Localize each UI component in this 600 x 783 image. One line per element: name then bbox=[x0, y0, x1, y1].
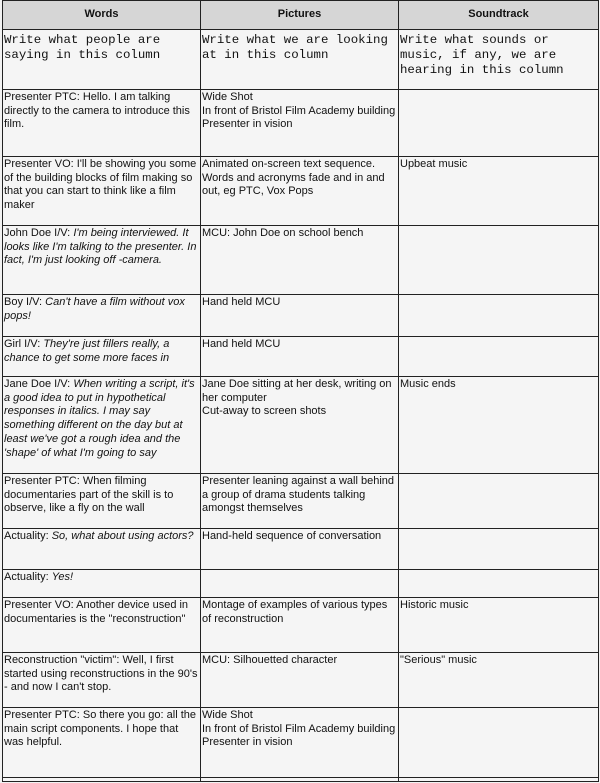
table-row bbox=[3, 157, 599, 226]
soundtrack-cell: Upbeat music bbox=[399, 157, 599, 226]
empty-cell bbox=[3, 778, 201, 782]
soundtrack-cell bbox=[399, 708, 599, 778]
table-row bbox=[3, 337, 599, 377]
table-row bbox=[3, 570, 599, 598]
pictures-cell: Hand-held sequence of conversation bbox=[201, 529, 399, 570]
speaker-text: Girl I/V: bbox=[4, 338, 44, 350]
header-soundtrack: Soundtrack bbox=[399, 1, 599, 30]
speaker-text: Actuality: bbox=[4, 530, 52, 542]
header-pictures: Pictures bbox=[201, 1, 399, 30]
pictures-cell bbox=[201, 570, 399, 598]
table-row bbox=[3, 529, 599, 570]
soundtrack-cell bbox=[399, 337, 599, 377]
words-cell bbox=[3, 708, 201, 778]
pictures-cell: Hand held MCU bbox=[201, 295, 399, 337]
pictures-cell: Wide Shot In front of Bristol Film Academy building Presenter in vision bbox=[201, 90, 399, 157]
speech-text: When writing a script, it's a good idea to put in hypothetical responses in italics. I may say something different on the day but at least we've got a rough idea and the 'shape' of what I'm going to say bbox=[4, 378, 195, 459]
table-row bbox=[3, 474, 599, 529]
table-row bbox=[3, 295, 599, 337]
soundtrack-cell bbox=[399, 474, 599, 529]
empty-cell bbox=[399, 778, 599, 782]
speech-text: I'm being interviewed. It looks like I'm talking to the presenter. In fact, I'm just looking off -camera. bbox=[4, 227, 197, 267]
soundtrack-cell bbox=[399, 90, 599, 157]
header-row bbox=[3, 1, 599, 30]
words-cell bbox=[3, 653, 201, 708]
script-table bbox=[2, 0, 599, 782]
pictures-cell: MCU: John Doe on school bench bbox=[201, 226, 399, 295]
speaker-text: John Doe I/V: bbox=[4, 227, 74, 239]
speaker-text: Actuality: bbox=[4, 571, 52, 583]
soundtrack-cell: Historic music bbox=[399, 598, 599, 653]
soundtrack-cell bbox=[399, 295, 599, 337]
instruction-words: Write what people are saying in this column bbox=[3, 30, 201, 90]
speech-text: They're just fillers really, a chance to get some more faces in bbox=[4, 338, 170, 364]
speaker-text: Presenter PTC: Hello. I am talking directly to the camera to introduce this film. bbox=[4, 91, 190, 131]
words-cell bbox=[3, 377, 201, 474]
table-row bbox=[3, 90, 599, 157]
pictures-cell: Wide Shot In front of Bristol Film Academy building Presenter in vision bbox=[201, 708, 399, 778]
words-cell bbox=[3, 90, 201, 157]
pictures-cell: Montage of examples of various types of reconstruction bbox=[201, 598, 399, 653]
speaker-text: Jane Doe I/V: bbox=[4, 378, 74, 390]
table-row bbox=[3, 226, 599, 295]
speech-text: Can't have a film without vox pops! bbox=[4, 296, 185, 322]
pictures-cell: Jane Doe sitting at her desk, writing on her computer Cut-away to screen shots bbox=[201, 377, 399, 474]
header-words: Words bbox=[3, 1, 201, 30]
instruction-soundtrack: Write what sounds or music, if any, we are hearing in this column bbox=[399, 30, 599, 90]
speaker-text: Boy I/V: bbox=[4, 296, 46, 308]
table-row-partial bbox=[3, 778, 599, 782]
soundtrack-cell bbox=[399, 570, 599, 598]
speaker-text: Presenter PTC: So there you go: all the main script components. I hope that was helpful. bbox=[4, 709, 196, 749]
pictures-cell: Presenter leaning against a wall behind a group of drama students talking amongst themselves bbox=[201, 474, 399, 529]
soundtrack-cell: Music ends bbox=[399, 377, 599, 474]
soundtrack-cell bbox=[399, 226, 599, 295]
words-cell bbox=[3, 337, 201, 377]
words-cell bbox=[3, 474, 201, 529]
empty-cell bbox=[201, 778, 399, 782]
speech-text: So, what about using actors? bbox=[51, 530, 194, 542]
pictures-cell: MCU: Silhouetted character bbox=[201, 653, 399, 708]
table-row bbox=[3, 708, 599, 778]
speaker-text: Reconstruction "victim": Well, I first started using reconstructions in the 90's - and now I can't stop. bbox=[4, 654, 198, 694]
table-row bbox=[3, 598, 599, 653]
soundtrack-cell bbox=[399, 529, 599, 570]
words-cell bbox=[3, 295, 201, 337]
instruction-pictures: Write what we are looking at in this column bbox=[201, 30, 399, 90]
speaker-text: Presenter VO: I'll be showing you some of the building blocks of film making so that you can start to think like a film maker bbox=[4, 158, 197, 212]
table-row bbox=[3, 377, 599, 474]
words-cell bbox=[3, 570, 201, 598]
pictures-cell: Hand held MCU bbox=[201, 337, 399, 377]
words-cell bbox=[3, 157, 201, 226]
speech-text: Yes! bbox=[51, 571, 74, 583]
table-row bbox=[3, 653, 599, 708]
pictures-cell: Animated on-screen text sequence. Words and acronyms fade and in and out, eg PTC, Vox Pops bbox=[201, 157, 399, 226]
speaker-text: Presenter VO: Another device used in documentaries is the "reconstruction" bbox=[4, 599, 189, 625]
words-cell bbox=[3, 529, 201, 570]
soundtrack-cell: "Serious" music bbox=[399, 653, 599, 708]
words-cell bbox=[3, 598, 201, 653]
words-cell bbox=[3, 226, 201, 295]
speaker-text: Presenter PTC: When filming documentaries part of the skill is to observe, like a fly on the wall bbox=[4, 475, 174, 515]
instruction-row bbox=[3, 30, 599, 90]
